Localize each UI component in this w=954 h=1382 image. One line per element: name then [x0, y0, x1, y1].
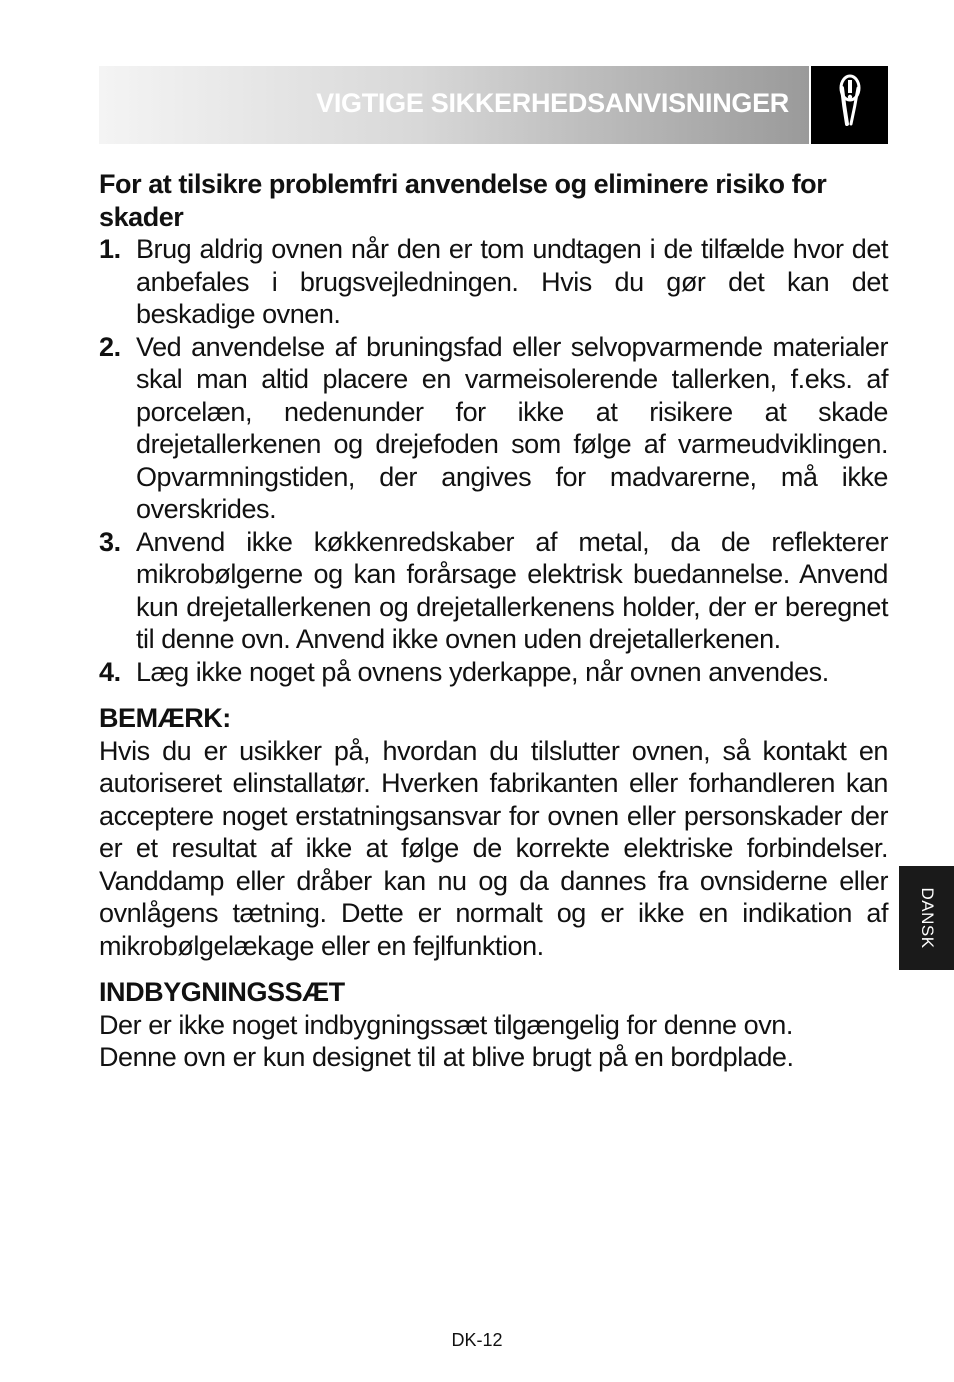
exclamation-hand-icon [811, 66, 888, 144]
builtin-line: Der er ikke noget indbygningssæt tilgængelig for denne ovn. [99, 1009, 793, 1040]
list-number: 2. [99, 331, 121, 362]
list-text: Anvend ikke køkkenredskaber af metal, da de reflekterer mikrobølgerne og kan forårsage elektrisk buedannelse. Anvend kun drejetallerkenen og drejetallerkenens holder, der er beregnet til denne ovn. Anvend ikke ovnen uden drejetallerkenen. [136, 526, 888, 654]
list-text: Ved anvendelse af bruningsfad eller selvopvarmende materialer skal man altid placere en varmeisolerende tallerken, f.eks. af porcelæn, nedenunder for ikke at risikere at skade drejetallerkenen og drejefoden som følge af varmeudviklingen. Opvarmningstiden, der angives for madvarerne, må ikke overskrides. [136, 331, 888, 524]
list-number: 1. [99, 234, 121, 264]
builtin-line: Denne ovn er kun designet til at blive brugt på en bordplade. [99, 1042, 794, 1072]
note-heading: BEMÆRK: [99, 703, 231, 733]
list-text: Brug aldrig ovnen når den er tom undtagen i de tilfælde hvor det anbefales i brugsvejledningen. Hvis du gør det kan det beskadige ovnen. [136, 234, 888, 329]
page-title: VIGTIGE SIKKERHEDSANVISNINGER [316, 88, 789, 118]
list-item [99, 233, 888, 331]
note-section [99, 702, 888, 962]
list-text: Læg ikke noget på ovnens yderkappe, når ovnen anvendes. [136, 656, 829, 687]
builtin-heading: INDBYGNINGSSÆT [99, 977, 345, 1007]
intro-heading: For at tilsikre problemfri anvendelse og eliminere risiko for skader [99, 169, 827, 232]
list-number: 3. [99, 526, 121, 557]
safety-rules-list [99, 233, 888, 688]
list-number: 4. [99, 656, 121, 687]
list-item [99, 526, 888, 656]
list-item [99, 331, 888, 526]
language-tab-label: DANSK [917, 887, 937, 949]
main-content [99, 168, 888, 1074]
header-icon-box [811, 66, 888, 144]
header-banner [99, 66, 809, 144]
builtin-section [99, 976, 888, 1074]
note-text: Hvis du er usikker på, hvordan du tilslutter ovnen, så kontakt en autoriseret elinstallatør. Hverken fabrikanten eller forhandleren kan acceptere noget erstatningsansvar for ovnen eller personskader der er et resultat af ikke at følge de korrekte elektriske forbindelser. Vanddamp eller dråber kan nu og da dannes fra ovnsiderne eller ovnlågens tætning. Dette er normalt og er ikke en indikation af mikrobølgelækage eller en fejlfunktion. [99, 735, 888, 961]
list-item [99, 656, 888, 689]
language-tab [899, 866, 954, 970]
page-number: DK-12 [451, 1330, 503, 1350]
